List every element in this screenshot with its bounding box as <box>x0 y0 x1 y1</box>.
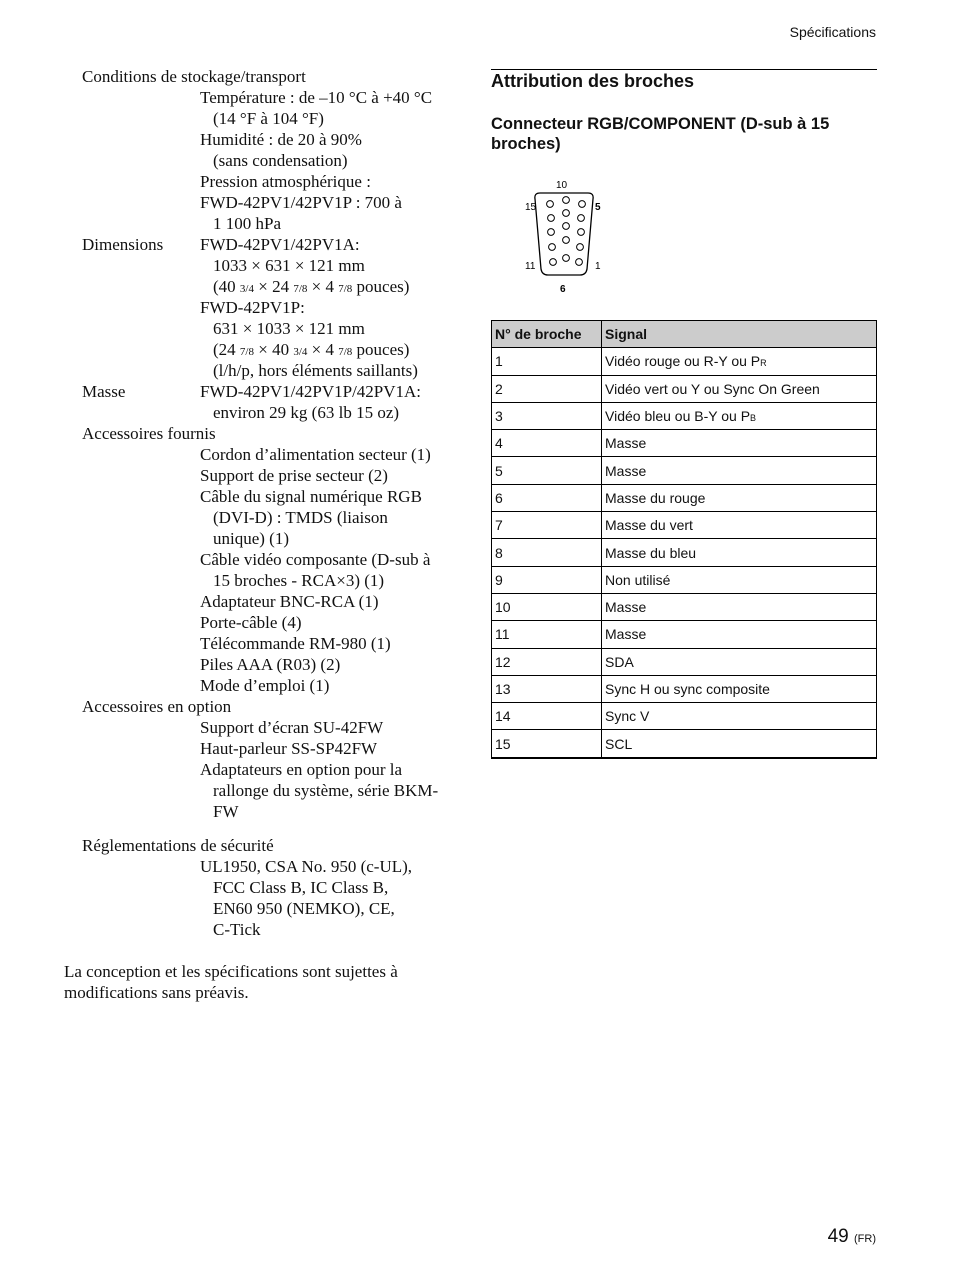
specifications-column <box>0 0 470 1274</box>
signal-cell <box>602 675 877 702</box>
safety-line: UL1950, CSA No. 950 (c-UL), <box>200 857 413 876</box>
pin-label-top-left: 15 <box>525 202 537 213</box>
signal-text: Masse <box>605 435 647 452</box>
pin-label-top-right: 5 <box>595 202 601 213</box>
signal-text: Masse <box>605 626 647 643</box>
signal-text: Masse du bleu <box>605 544 697 561</box>
accessory-item: Télécommande RM-980 (1) <box>200 634 391 653</box>
notice-line: modifications sans préavis. <box>64 983 249 1002</box>
mass-label: Masse <box>82 382 126 401</box>
text-fragment: (24 <box>213 340 240 359</box>
column-header-pin: N° de broche <box>492 321 602 348</box>
pin-number-cell: 15 <box>492 730 602 758</box>
text-fragment: pouces) <box>352 340 410 359</box>
signal-text: Masse du rouge <box>605 489 706 506</box>
optional-item: Haut-parleur SS-SP42FW <box>200 739 378 758</box>
optional-item-cont: rallonge du système, série BKM- <box>213 781 439 800</box>
signal-cell <box>602 457 877 484</box>
dimensions-label: Dimensions <box>82 235 164 254</box>
pin-number-cell: 11 <box>492 621 602 648</box>
signal-cell <box>602 539 877 566</box>
pin-number-cell: 2 <box>492 375 602 402</box>
text-fragment: × 24 <box>253 277 294 296</box>
pin-label-bottom-left: 11 <box>525 261 536 272</box>
table-row <box>492 730 877 758</box>
table-row <box>492 621 877 648</box>
optional-item: Support d’écran SU-42FW <box>200 718 384 737</box>
fraction: 3/4 <box>293 346 308 358</box>
accessory-item: Mode d’emploi (1) <box>200 676 330 695</box>
optional-accessories-label: Accessoires en option <box>82 697 232 716</box>
language-suffix: (FR) <box>854 1233 876 1245</box>
accessory-item: Piles AAA (R03) (2) <box>200 655 341 674</box>
table-row <box>492 457 877 484</box>
pin-number-cell: 8 <box>492 539 602 566</box>
dsub-connector-diagram <box>518 176 618 298</box>
text-fragment: × 40 <box>253 340 294 359</box>
pin-number-cell: 10 <box>492 593 602 620</box>
dimensions-model-1: FWD-42PV1/42PV1A: <box>200 235 360 254</box>
signal-text: Non utilisé <box>605 571 671 588</box>
safety-line: FCC Class B, IC Class B, <box>213 878 389 897</box>
table-row <box>492 375 877 402</box>
table-body <box>492 348 877 758</box>
page-number <box>828 1226 876 1248</box>
table-row <box>492 484 877 511</box>
section-title: Attribution des broches <box>491 71 695 91</box>
humidity-line: Humidité : de 20 à 90% <box>200 130 362 149</box>
fraction: 7/8 <box>338 283 353 295</box>
safety-line: C-Tick <box>213 920 261 939</box>
signal-text: Vidéo bleu ou B-Y ou P <box>605 408 751 425</box>
pin-number-cell: 7 <box>492 512 602 539</box>
accessory-item: Porte-câble (4) <box>200 613 302 632</box>
table-row <box>492 512 877 539</box>
table-row <box>492 539 877 566</box>
pressure-line-3: 1 100 hPa <box>213 214 281 233</box>
safety-line: EN60 950 (NEMKO), CE, <box>213 899 395 918</box>
signal-cell <box>602 348 877 375</box>
signal-cell <box>602 621 877 648</box>
pressure-line: Pression atmosphérique : <box>200 172 371 191</box>
text-fragment: × 4 <box>307 340 339 359</box>
pin-number-cell: 3 <box>492 402 602 429</box>
dimensions-note: (l/h/p, hors éléments saillants) <box>213 361 418 380</box>
signal-text: Masse du vert <box>605 517 693 534</box>
table-row <box>492 348 877 375</box>
subsection-title: Connecteur RGB/COMPONENT (D-sub à 15 broches) <box>491 115 830 153</box>
dimensions-model-2: FWD-42PV1P: <box>200 298 305 317</box>
optional-item: Adaptateurs en option pour la <box>200 760 403 779</box>
pin-assignment-table <box>491 320 877 759</box>
signal-cell <box>602 703 877 730</box>
table-row <box>492 566 877 593</box>
pin-label-bottom-right: 1 <box>595 261 601 272</box>
signal-cell <box>602 593 877 620</box>
dimensions-mm-1: 1033 × 631 × 121 mm <box>213 256 365 275</box>
column-header-signal: Signal <box>602 321 877 348</box>
accessory-item-cont: unique) (1) <box>213 529 290 548</box>
pin-number-cell: 1 <box>492 348 602 375</box>
pin-number-cell: 4 <box>492 430 602 457</box>
signal-cell <box>602 430 877 457</box>
table-header-row <box>492 321 877 348</box>
fraction: 7/8 <box>293 283 308 295</box>
signal-subscript: B <box>750 413 757 424</box>
text-fragment: pouces) <box>352 277 410 296</box>
accessory-item-cont: 15 broches - RCA×3) (1) <box>213 571 385 590</box>
fraction: 3/4 <box>239 283 254 295</box>
text-fragment: (40 <box>213 277 240 296</box>
humidity-line-2: (sans condensation) <box>213 151 348 170</box>
fraction: 7/8 <box>239 346 254 358</box>
mass-model: FWD-42PV1/42PV1P/42PV1A: <box>200 382 422 401</box>
pin-number-cell: 12 <box>492 648 602 675</box>
signal-cell <box>602 566 877 593</box>
signal-cell <box>602 484 877 511</box>
temperature-line-2: (14 °F à 104 °F) <box>213 109 324 128</box>
pin-label-bottom: 6 <box>560 284 566 295</box>
section-rule <box>491 69 877 70</box>
temperature-line: Température : de –10 °C à +40 °C <box>200 88 433 107</box>
safety-label: Réglementations de sécurité <box>82 836 274 855</box>
mass-value: environ 29 kg (63 lb 15 oz) <box>213 403 400 422</box>
text-fragment: × 4 <box>307 277 339 296</box>
page-number-value: 49 <box>827 1226 849 1247</box>
signal-cell <box>602 512 877 539</box>
signal-cell <box>602 648 877 675</box>
signal-text: Vidéo rouge ou R-Y ou P <box>605 353 761 370</box>
accessories-label: Accessoires fournis <box>82 424 216 443</box>
signal-text: Masse <box>605 599 647 616</box>
signal-text: SDA <box>605 653 634 670</box>
pin-number-cell: 5 <box>492 457 602 484</box>
accessory-item: Cordon d’alimentation secteur (1) <box>200 445 431 464</box>
fraction: 7/8 <box>338 346 353 358</box>
signal-cell <box>602 402 877 429</box>
connector-pins <box>547 197 586 266</box>
table-row <box>492 703 877 730</box>
signal-subscript: R <box>760 358 767 369</box>
accessory-item-cont: (DVI-D) : TMDS (liaison <box>213 508 388 527</box>
pin-number-cell: 6 <box>492 484 602 511</box>
pressure-line-2: FWD-42PV1/42PV1P : 700 à <box>200 193 402 212</box>
table-row <box>492 402 877 429</box>
signal-text: SCL <box>605 735 633 752</box>
pin-label-top: 10 <box>556 180 568 191</box>
running-header: Spécifications <box>789 24 876 40</box>
signal-text: Masse <box>605 462 647 479</box>
pin-number-cell: 9 <box>492 566 602 593</box>
signal-text: Sync H ou sync composite <box>605 681 770 697</box>
table-row <box>492 675 877 702</box>
signal-cell <box>602 730 877 758</box>
table-row <box>492 648 877 675</box>
table-row <box>492 593 877 620</box>
accessory-item: Câble du signal numérique RGB <box>200 487 422 506</box>
optional-item-cont: FW <box>213 802 239 821</box>
dimensions-mm-2: 631 × 1033 × 121 mm <box>213 319 365 338</box>
signal-cell <box>602 375 877 402</box>
pin-number-cell: 13 <box>492 675 602 702</box>
accessory-item: Adaptateur BNC-RCA (1) <box>200 592 379 611</box>
notice-line: La conception et les spécifications sont sujettes à <box>64 962 398 981</box>
storage-label: Conditions de stockage/transport <box>82 67 306 86</box>
accessory-item: Câble vidéo composante (D-sub à <box>200 550 431 569</box>
signal-text: Sync V <box>605 708 650 725</box>
pin-number-cell: 14 <box>492 703 602 730</box>
table-row <box>492 430 877 457</box>
signal-text: Vidéo vert ou Y ou Sync On Green <box>605 380 820 397</box>
accessory-item: Support de prise secteur (2) <box>200 466 388 485</box>
